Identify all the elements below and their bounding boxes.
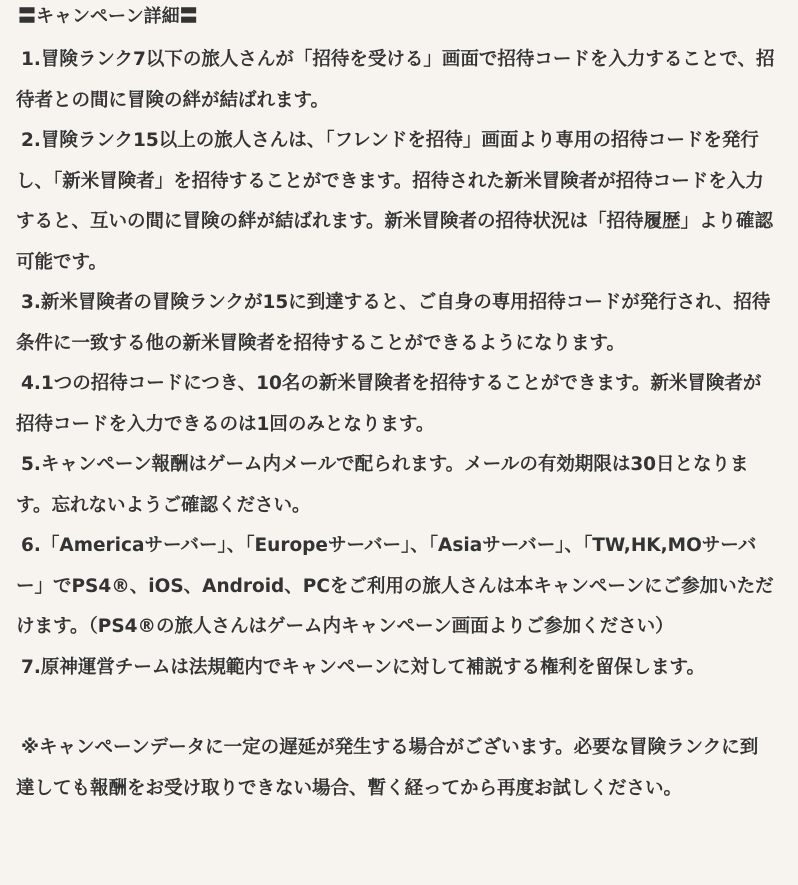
campaign-rule-5: 5.キャンペーン報酬はゲーム内メールで配られます。メールの有効期限は30日となります。忘れないようご確認ください。 [16,454,749,516]
section-spacer [16,688,776,728]
campaign-rule-7: 7.原神運営チームは法規範内でキャンペーンに対して補説する権利を留保します。 [21,656,706,678]
campaign-rule-3: 3.新米冒険者の冒険ランクが15に到達すると、ご自身の専用招待コードが発行され、招待条件に一致する他の新米冒険者を招待することができるようになります。 [16,292,771,354]
campaign-rule-4: 4.1つの招待コードにつき、10名の新米冒険者を招待することができます。新米冒険者が招待コードを入力できるのは1回のみとなります。 [16,373,762,435]
data-delay-note: ※キャンペーンデータに一定の遅延が発生する場合がございます。必要な冒険ランクに到達しても報酬をお受け取りできない場合、暫く経ってから再度お試しください。 [16,737,759,799]
campaign-rule-1: 1.冒険ランク7以下の旅人さんが「招待を受ける」画面で招待コードを入力することで、招待者との間に冒険の絆が結ばれます。 [16,49,775,111]
campaign-rule-6: 6.「Americaサーバー」、「Europeサーバー」、「Asiaサーバー」、「TW,HK,MOサーバー」でPS4®、iOS、Android、PCをご利用の旅人さんは本キャンペーンにご参加いただけます。（PS4®の旅人さんはゲーム内キャンペーン画面よりご参加ください） [16,535,774,637]
campaign-rule-2: 2.冒険ランク15以上の旅人さんは、「フレンドを招待」画面より専用の招待コードを発行し、「新米冒険者」を招待することができます。招待された新米冒険者が招待コードを入力すると、互いの間に冒険の絆が結ばれます。新米冒険者の招待状況は「招待履歴」より確認可能です。 [16,130,774,273]
campaign-details-heading: 〓キャンペーン詳細〓 [18,6,198,27]
